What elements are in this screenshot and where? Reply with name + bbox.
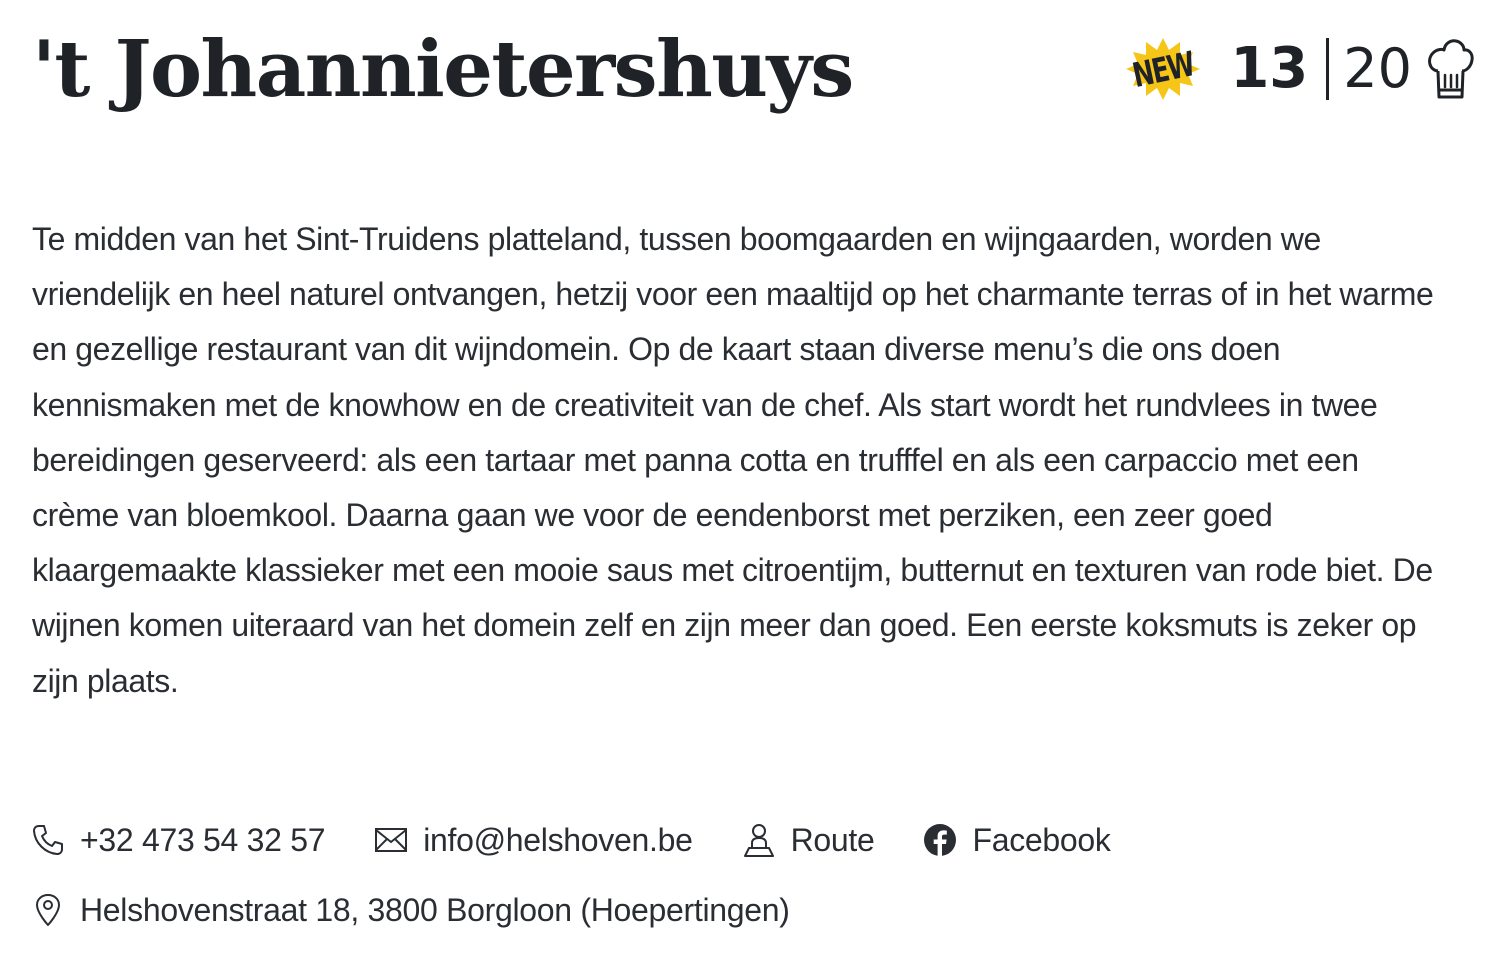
restaurant-title: 't Johannietershuys (32, 24, 853, 115)
new-badge-label: NEW (1129, 43, 1198, 95)
facebook-label: Facebook (972, 822, 1111, 858)
rating-score: 13 (1230, 36, 1309, 101)
contact-links (30, 812, 1159, 868)
rating-max: 20 (1343, 37, 1412, 100)
email-label: info@helshoven.be (423, 822, 693, 858)
email-link[interactable] (373, 820, 692, 860)
facebook-link[interactable] (922, 820, 1110, 860)
phone-link[interactable] (30, 820, 325, 860)
new-badge (1124, 36, 1202, 102)
location-pin-icon (30, 892, 66, 928)
chef-hat-icon (1426, 37, 1474, 101)
phone-icon (30, 822, 66, 858)
route-link[interactable] (741, 820, 875, 860)
mail-icon (373, 822, 409, 858)
phone-label: +32 473 54 32 57 (80, 822, 326, 858)
facebook-icon (922, 822, 958, 858)
rating-divider (1326, 38, 1329, 100)
restaurant-description: Te midden van het Sint-Truidens platteland, tussen boomgaarden en wijngaarden, worden we vriendelijk en heel naturel ontvangen, hetzij voor een maaltijd op het charmante terras of in het warme en gezellige restaurant van dit wijndomein. Op de kaart staan diverse menu’s die ons doen kennismaken met de knowhow en de creativiteit van de chef. Als start wordt het rundvlees in twee bereidingen geserveerd: als een tartaar met panna cotta en trufffel en als een carpaccio met een crème van bloemkool. Daarna gaan we voor de eendenborst met perziken, een zeer goed klaargemaakte klassieker met een mooie saus met citroentijm, butternut en texturen van rode biet. De wijnen komen uiteraard van het domein zelf en zijn meer dan goed. Een eerste koksmuts is zeker op zijn plaats. (32, 221, 1434, 699)
map-person-icon (741, 822, 777, 858)
address-label: Helshovenstraat 18, 3800 Borgloon (Hoepertingen) (80, 892, 790, 928)
route-label: Route (790, 822, 875, 858)
rating-block (1124, 34, 1474, 104)
address (30, 886, 790, 934)
